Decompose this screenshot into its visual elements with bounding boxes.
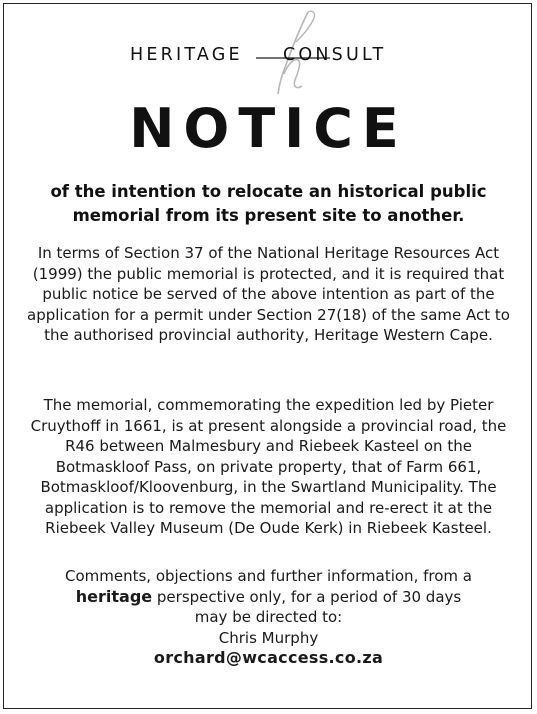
notice-subtitle: of the intention to relocate an historical public memorial from its present site to another. [50,182,487,225]
heritage-consult-logo [0,8,537,98]
contact-directed: may be directed to: [194,608,343,626]
contact-period-text: perspective only, for a period of 30 days [152,587,462,606]
contact-period-line [20,587,517,608]
contact-email-link[interactable]: orchard@wcaccess.co.za [153,648,384,667]
contact-block [20,566,517,669]
logo-word-heritage: HERITAGE [130,45,243,65]
contact-name: Chris Murphy [218,628,319,647]
memorial-paragraph: The memorial, commemorating the expedition led by Pieter Cruythoff in 1661, is at present alongside a provincial road, the R46 between Malmesbury and Riebeek Kasteel on the Botmaskloof Pass, on private property, that of Farm 661, Botmaskloof/Kloovenburg, in the Swartland Municipality. The application is to remove the memorial and re-erect it at the Riebeek Valley Museum (De Oude Kerk) in Riebeek Kasteel. [30,396,507,537]
heritage-emphasis: heritage [75,586,153,606]
logo-word-consult: CONSULT [283,45,387,65]
contact-intro: Comments, objections and further information, from a [65,567,472,585]
notice-title: NOTICE [129,97,408,160]
legal-paragraph: In terms of Section 37 of the National Heritage Resources Act (1999) the public memorial is protected, and it is required that public notice be served of the above intention as part of the application for a permit under Section 27(18) of the same Act to the authorised provincial authority, Heritage Western Cape. [27,244,510,344]
